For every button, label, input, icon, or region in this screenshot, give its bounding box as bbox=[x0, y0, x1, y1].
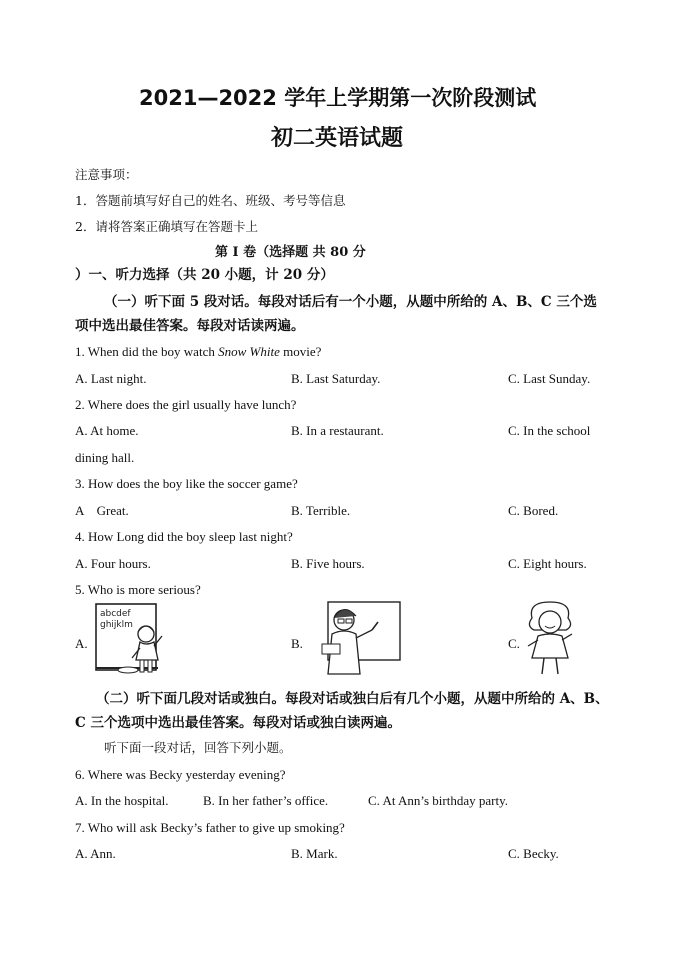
question-1-option-b: B. Last Saturday. bbox=[291, 371, 381, 386]
note-item: 1．答题前填写好自己的姓名、班级、考号等信息 bbox=[75, 193, 346, 208]
teacher-illustration bbox=[302, 600, 402, 680]
section2-intro: 听下面一段对话，回答下列小题。 bbox=[104, 740, 292, 755]
board-letters-row1: abcdef bbox=[100, 609, 131, 619]
section1-instructions-line1: （一）听下面 5 段对话。每段对话后有一个小题，从题中所给的 A、B、C 三个选 bbox=[104, 294, 597, 310]
question-4-option-b: B. Five hours. bbox=[291, 556, 365, 571]
question-4-option-a: A. Four hours. bbox=[75, 556, 151, 571]
question-2-stem: 2. Where does the girl usually have lunch? bbox=[75, 397, 297, 412]
question-7-option-a: A. Ann. bbox=[75, 846, 116, 861]
question-2-option-b: B. In a restaurant. bbox=[291, 423, 384, 438]
question-2-option-c-wrap: dining hall. bbox=[75, 450, 135, 465]
section2-instructions-line2: C 三个选项中选出最佳答案。每段对话或独白读两遍。 bbox=[75, 715, 401, 731]
exam-title: 2021—2022 学年上学期第一次阶段测试 bbox=[139, 86, 537, 110]
question-7-option-c: C. Becky. bbox=[508, 846, 559, 861]
part1-heading: ）一、听力选择（共 20 小题，计 20 分） bbox=[75, 267, 334, 283]
question-3-option-a: A Great. bbox=[75, 503, 129, 518]
question-3-option-c: C. Bored. bbox=[508, 503, 559, 518]
notes-heading: 注意事项： bbox=[75, 167, 138, 182]
question-3-stem: 3. How does the boy like the soccer game? bbox=[75, 476, 298, 491]
question-1-option-c: C. Last Sunday. bbox=[508, 371, 591, 386]
question-2-option-c: C. In the school bbox=[508, 423, 591, 438]
volume-heading: 第 I 卷（选择题 共 80 分 bbox=[215, 245, 366, 260]
question-5-option-c: C. bbox=[508, 636, 520, 651]
section1-instructions-line2: 项中选出最佳答案。每段对话读两遍。 bbox=[75, 318, 305, 334]
question-1-stem: 1. When did the boy watch Snow White movie? bbox=[75, 344, 322, 359]
question-5-option-b: B. bbox=[291, 636, 303, 651]
note-item: 2．请将答案正确填写在答题卡上 bbox=[75, 219, 258, 234]
question-7-option-b: B. Mark. bbox=[291, 846, 338, 861]
question-3-option-b: B. Terrible. bbox=[291, 503, 351, 518]
question-6-stem: 6. Where was Becky yesterday evening? bbox=[75, 767, 286, 782]
question-4-stem: 4. How Long did the boy sleep last night? bbox=[75, 529, 293, 544]
blackboard-child-illustration bbox=[88, 602, 178, 680]
question-1-option-a: A. Last night. bbox=[75, 371, 147, 386]
question-5-option-a: A. bbox=[75, 636, 88, 651]
section2-instructions-line1: （二）听下面几段对话或独白。每段对话或独白后有几个小题，从题中所给的 A、B、 bbox=[96, 691, 609, 707]
question-5-stem: 5. Who is more serious? bbox=[75, 582, 201, 597]
question-2-option-a: A. At home. bbox=[75, 423, 139, 438]
question-6-option-c: C. At Ann’s birthday party. bbox=[368, 793, 508, 808]
question-6-option-b: B. In her father’s office. bbox=[203, 793, 329, 808]
question-4-option-c: C. Eight hours. bbox=[508, 556, 587, 571]
question-7-stem: 7. Who will ask Becky’s father to give up smoking? bbox=[75, 820, 345, 835]
exam-subtitle: 初二英语试题 bbox=[271, 126, 404, 151]
board-letters-row2: ghijklm bbox=[100, 620, 133, 630]
question-6-option-a: A. In the hospital. bbox=[75, 793, 169, 808]
girl-illustration bbox=[520, 600, 580, 680]
